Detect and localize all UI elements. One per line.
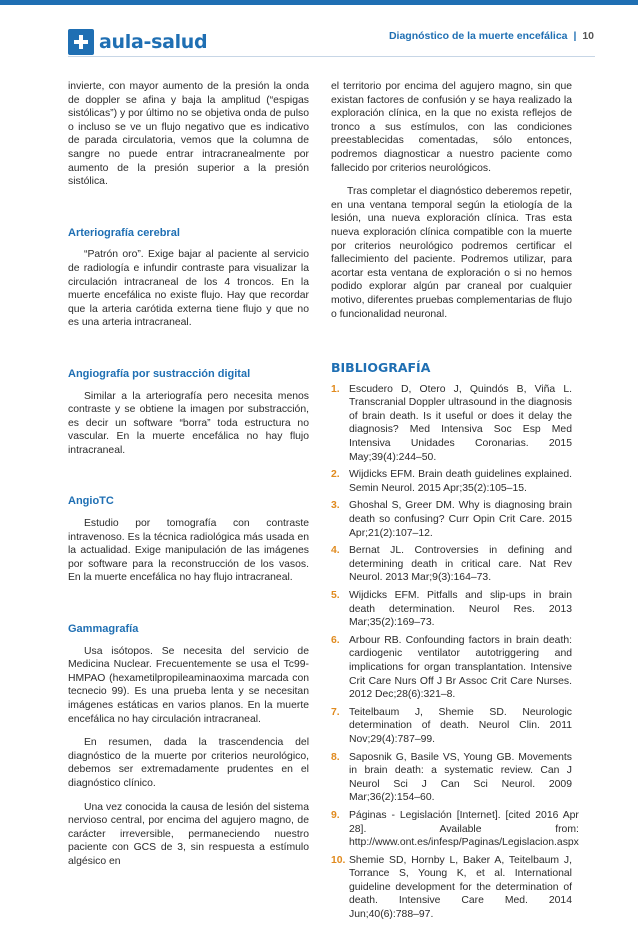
reference-number: 9. <box>331 809 340 821</box>
reference-number: 6. <box>331 634 340 646</box>
section-title-angiografia: Angiografía por sustracción digital <box>68 367 251 380</box>
running-header <box>389 30 594 42</box>
reference-number: 1. <box>331 383 340 395</box>
section-title-gammagrafia: Gammagrafía <box>68 623 139 636</box>
reference-item <box>331 499 572 540</box>
reference-text: Ghoshal S, Greer DM. Why is diagnosing brain death so confusing? Curr Opin Crit Care. 2015 Apr;21(2):107–12. <box>349 500 572 539</box>
medical-cross-icon <box>68 29 94 55</box>
left-column <box>68 80 309 879</box>
reference-item <box>331 589 572 630</box>
top-accent-bar <box>0 0 638 5</box>
reference-number: 3. <box>331 500 340 512</box>
right-column <box>331 80 579 926</box>
reference-number: 10. <box>331 854 346 866</box>
reference-text: Arbour RB. Confounding factors in brain death: cardiogenic ventilator autotriggering and implications for organ transplantation. Intensive Crit Care Nurs Off J Br Assoc Crit Care Nurses. 2012 Dec;28(6):321–8. <box>349 634 572 701</box>
reference-text: Wijdicks EFM. Brain death guidelines explained. Semin Neurol. 2015 Apr;35(2):105–15. <box>349 469 572 494</box>
continuation-paragraph: el territorio por encima del agujero magno, sin que existan factores de confusión y se haya realizado la exploración clínica, en la que no exista reflejos de tronco a sus estímulos, con las condiciones preestablecidas comentadas, sólo entonces, podremos diagnosticar a nuestro paciente como fallecido por criterios neurológicos. <box>331 81 572 174</box>
reference-number: 4. <box>331 545 340 557</box>
brand-logo[interactable] <box>68 29 207 55</box>
section-title-angiotc: AngioTC <box>68 495 114 508</box>
reference-item <box>331 544 572 585</box>
reference-item <box>331 854 572 922</box>
reference-list <box>331 383 579 922</box>
reference-text: Shemie SD, Hornby L, Baker A, Teitelbaum J, Torrance S, Young K, et al. International guideline development for the determination of death. Intensive Care Med. 2014 Jun;40(6):788–97. <box>349 854 572 921</box>
reference-number: 7. <box>331 706 340 718</box>
intro-paragraph: invierte, con mayor aumento de la presión la onda de doppler se afina y baja la amplitud (“espigas sistólicas”) y por último no se objetiva onda de pulso o incluso se ve un flujo negativo que es indicativo de parada circulatoria, vemos que la columna de sangre no puede entrar intracranealmente por aumento de la presión superior a la presión sistólica. <box>68 81 309 188</box>
running-title: Diagnóstico de la muerte encefálica <box>388 30 568 42</box>
repeat-diagnosis-paragraph: Tras completar el diagnóstico deberemos repetir, en una ventana temporal según la etiología de la lesión, una nueva exploración clínica. Tras esta nueva exploración clínica compatible con la muerte por criterios neurológico podremos certificar el fallecimiento del paciente. Podremos utilizar, para acortar esta ventana de exploración o si no hemos podido explorar algún par craneal por cualquier motivo, diferentes pruebas complementarias de flujo o funcionalidad neuronal. <box>331 186 572 320</box>
reference-text: Teitelbaum J, Shemie SD. Neurologic determination of death. Neurol Clin. 2011 Nov;29(4):787–99. <box>349 706 572 745</box>
paragraph-angiografia: Similar a la arteriografía pero necesita menos contraste y se obtiene la imagen por substracción, es decir un software “borra” toda estructura no vascular. En la muerte encefálica no hay flujo intracraneal. <box>68 390 309 456</box>
reference-text: Escudero D, Otero J, Quindós B, Viña L. Transcranial Doppler ultrasound in the diagnosis of brain death. Is it useful or does it delay the diagnosis? Med Intensiva Soc Esp Med Intensiva Unidades Coronarias. 2015 May;39(4):244–50. <box>349 383 572 463</box>
reference-item <box>331 751 572 805</box>
reference-number: 5. <box>331 590 340 601</box>
bibliography-title: BIBLIOGRAFÍA <box>331 360 431 376</box>
reference-number: 8. <box>331 751 340 763</box>
reference-text: Páginas - Legislación [Internet]. [cited 2016 Apr 28]. Available from: http://www.ont.es/infesp/Paginas/Legislacion.aspx <box>349 809 579 849</box>
reference-text: Bernat JL. Controversies in defining and determining death in critical care. Nat Rev Neurol. 2013 Mar;9(3):164–73. <box>349 545 572 584</box>
reference-number: 2. <box>331 469 340 481</box>
reference-item <box>331 468 572 495</box>
paragraph-arteriografia: “Patrón oro”. Exige bajar al paciente al servicio de radiología e infundir contraste para visualizar la circulación intracraneal de los 4 troncos. En la muerte encefálica no existe flujo. Hay que recordar que la arteria carótida externa tiene flujo y que no es una arteria intracraneal. <box>68 249 309 329</box>
paragraph-gammagrafia: Usa isótopos. Se necesita del servicio de Medicina Nuclear. Frecuentemente se usa el Tc99-HMPAO (hexametilpropileaminaoxima marcada con tecnecio 99). Es una prueba lenta y se necesitan imágenes estáticas en varios planos. En la muerte encefálica no hay circulación intracraneal. <box>68 645 309 725</box>
header-divider <box>68 56 595 57</box>
paragraph-conclusion: Una vez conocida la causa de lesión del sistema nervioso central, por encima del agujero magno, de carácter irreversible, permaneciendo nuestro paciente con GCS de 3, sin respuesta a estímulo algésico en <box>68 801 309 867</box>
paragraph-angiotc: Estudio por tomografía con contraste intravenoso. Es la técnica radiológica más usada en la actualidad. Exige manipulación de las imágenes por software para la reconstrucción de los vasos. En la muerte encefálica no hay flujo intracraneal. <box>68 518 309 584</box>
section-title-arteriografia: Arteriografía cerebral <box>68 226 180 239</box>
reference-text: Saposnik G, Basile VS, Young GB. Movements in brain death: a systematic review. Can J Neurol Sci J Can Sci Neurol. 2009 Mar;36(2):154–60. <box>349 751 572 804</box>
reference-item <box>331 809 579 850</box>
page-number: 10 <box>582 30 594 42</box>
brand-name: aula-salud <box>99 31 208 53</box>
reference-item <box>331 383 572 465</box>
reference-item <box>331 634 572 702</box>
reference-text: Wijdicks EFM. Pitfalls and slip-ups in brain death determination. Neurol Res. 2013 Mar;35(2):169–73. <box>349 590 572 629</box>
paragraph-resumen: En resumen, dada la trascendencia del diagnóstico de la muerte por criterios neurológico, debemos ser extremadamente prudentes en el diagnóstico clínico. <box>68 737 309 789</box>
reference-item <box>331 706 572 747</box>
header-separator: | <box>573 30 577 42</box>
